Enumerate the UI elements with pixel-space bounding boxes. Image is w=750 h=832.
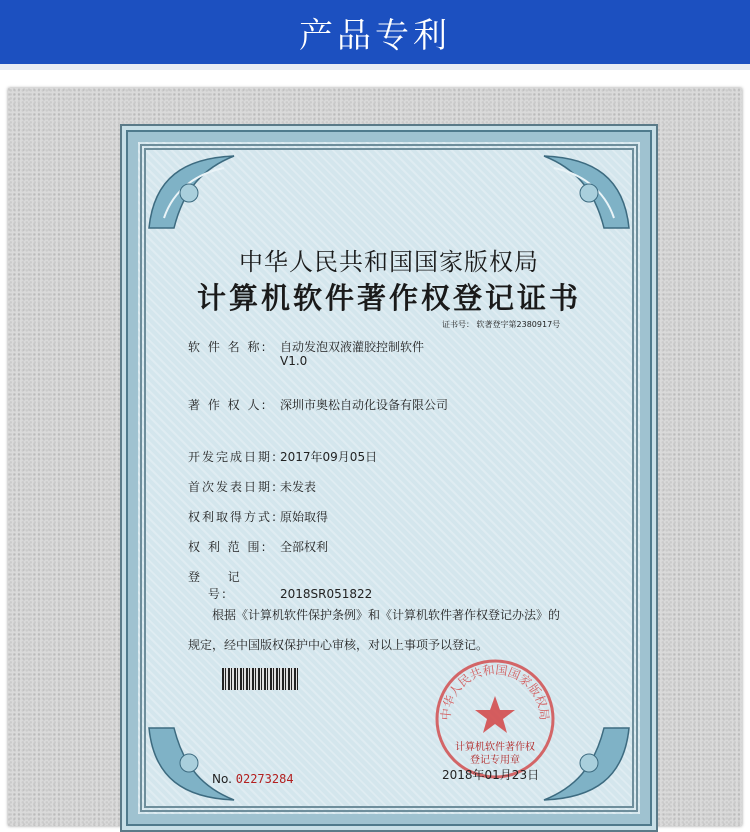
field-label: 著 作 权 人: [188, 398, 268, 412]
field-label: 权利取得方式: [188, 510, 279, 524]
seal-star-icon [475, 696, 515, 733]
official-seal [430, 654, 560, 784]
statement-line: 根据《计算机软件保护条例》和《计算机软件著作权登记办法》的 [212, 608, 561, 622]
issuer-title: 中华人民共和国国家版权局 [239, 248, 539, 276]
seal-inner-line1: 计算机软件著作权 [455, 742, 535, 753]
field-publish-date [188, 478, 316, 495]
field-value: 深圳市奥松自动化设备有限公司 [280, 398, 449, 412]
field-acquisition-method [188, 508, 328, 525]
serial-label: No. [212, 772, 232, 786]
field-label: 开发完成日期: [188, 450, 279, 464]
field-label: 登 记 号: [188, 570, 242, 601]
field-copyright-owner [188, 396, 448, 413]
field-label: 首次发表日期: [188, 480, 279, 494]
barcode [222, 668, 298, 690]
field-software-name [188, 338, 424, 355]
field-value: 原始取得 [280, 510, 329, 524]
field-value: 2017年09月05日 [280, 450, 378, 464]
issue-date: 2018年01月23日 [442, 768, 540, 782]
serial-value: 02273284 [235, 772, 294, 786]
field-value: 未发表 [280, 480, 317, 494]
field-value: 全部权利 [280, 540, 329, 554]
field-software-version: V1.0 [280, 354, 308, 368]
corner-ornament-bottom-left [144, 718, 264, 808]
seal-inner-line2: 登记专用章 [470, 755, 520, 766]
textured-backdrop [8, 88, 742, 826]
header-title: 产品专利 [299, 15, 451, 56]
serial-number [212, 772, 294, 786]
certificate-number: 证书号： 软著登字第2380917号 [442, 320, 561, 329]
field-value: 自动发泡双液灌胶控制软件 [280, 340, 425, 354]
corner-ornament-top-right [514, 148, 634, 238]
seal-ring-text: 中华人民共和国国家版权局 [438, 662, 552, 721]
field-registration-number [188, 568, 372, 602]
statement-text [188, 600, 588, 660]
statement-line: 规定，经中国版权保护中心审核，对以上事项予以登记。 [188, 638, 489, 652]
field-completion-date [188, 448, 377, 465]
corner-ornament-top-left [144, 148, 264, 238]
certificate-title: 计算机软件著作权登记证书 [196, 281, 581, 315]
field-label: 权 利 范 围: [188, 540, 268, 554]
field-label: 软 件 名 称: [188, 340, 268, 354]
certificate-document [120, 124, 658, 832]
field-value: 2018SR051822 [280, 587, 373, 601]
field-rights-scope [188, 538, 328, 555]
certificate-frame [0, 70, 750, 831]
page-header [0, 0, 750, 64]
